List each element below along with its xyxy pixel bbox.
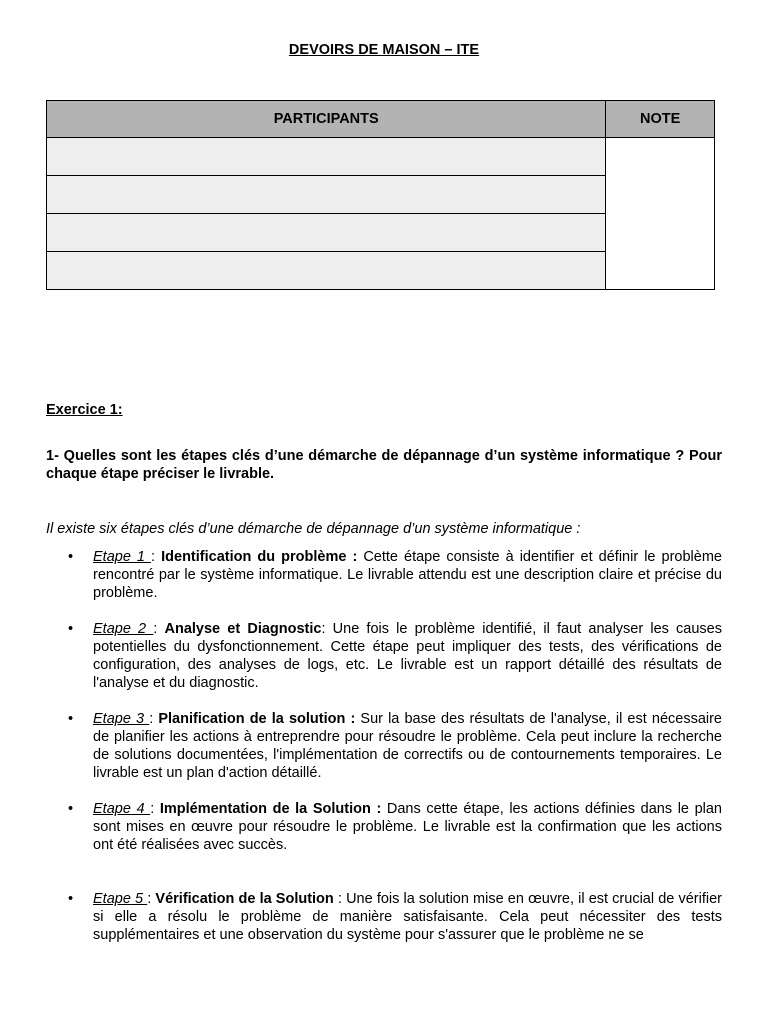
bullet-icon: •	[68, 621, 74, 637]
step-title: Planification de la solution :	[158, 711, 356, 727]
list-item	[68, 710, 722, 782]
participant-cell-4[interactable]	[47, 252, 606, 290]
exercise-heading: Exercice 1:	[46, 402, 123, 418]
table-header-row	[47, 101, 715, 138]
list-item	[68, 890, 722, 944]
step-title: Analyse et Diagnostic	[164, 621, 322, 637]
step-separator: :	[147, 891, 156, 907]
step-title: Implémentation de la Solution :	[159, 801, 382, 817]
intro-text: Il existe six étapes clés d’une démarche de dépannage d’un système informatique :	[46, 521, 581, 537]
step-text: Cette étape consiste à identifier et définir le problème rencontré par le système informatique. Le livrable attendu est une description claire et précise du problème.	[93, 549, 722, 601]
step-text: : Une fois le problème identifié, il faut analyser les causes potentielles du dysfonctionnement. Cette étape peut impliquer des tests, des vérifications de configuration, des analyses de logs, etc. Le livrable est un rapport détaillé des résultats de l'analyse et du diagnostic.	[93, 621, 722, 691]
step-separator: :	[151, 549, 162, 565]
step-title: Identification du problème :	[161, 549, 358, 565]
question-text: 1- Quelles sont les étapes clés d’une démarche de dépannage d’un système informatique ? Pour chaque étape préciser le livrable.	[46, 448, 722, 482]
step-label: Etape 3	[93, 711, 150, 727]
step-label: Etape 5	[93, 891, 148, 907]
participant-cell-3[interactable]	[47, 214, 606, 252]
bullet-icon: •	[68, 801, 74, 817]
list-item	[68, 800, 723, 854]
step-separator: :	[150, 801, 160, 817]
participants-table	[46, 100, 715, 290]
step-label: Etape 4	[93, 801, 151, 817]
step-text: Dans cette étape, les actions définies dans le plan sont mises en œuvre pour résoudre le problème. Le livrable est la confirmation que les actions ont été réalisées avec succès.	[93, 801, 723, 853]
participants-header: PARTICIPANTS	[47, 101, 606, 138]
table-row	[47, 138, 715, 176]
step-title: Vérification de la Solution	[155, 891, 334, 907]
bullet-icon: •	[68, 549, 74, 565]
step-text: Sur la base des résultats de l'analyse, il est nécessaire de planifier les actions à entreprendre pour résoudre le problème. Cela peut inclure la recherche de solutions documentées, l'implémentation de correctifs ou de contournements temporaires. Le livrable est un plan d'action détaillé.	[93, 711, 722, 781]
note-header: NOTE	[606, 101, 715, 138]
step-label: Etape 1	[93, 549, 152, 565]
participant-cell-2[interactable]	[47, 176, 606, 214]
list-item	[68, 548, 722, 602]
bullet-icon: •	[68, 711, 74, 727]
bullet-icon: •	[68, 891, 74, 907]
steps-list	[46, 548, 722, 944]
step-text: : Une fois la solution mise en œuvre, il est crucial de vérifier si elle a résolu le problème de manière satisfaisante. Cela peut nécessiter des tests supplémentaires et une observation du système pour s'assurer que le problème ne se	[93, 891, 722, 943]
step-separator: :	[149, 711, 159, 727]
step-label: Etape 2	[93, 621, 154, 637]
step-separator: :	[153, 621, 165, 637]
participant-cell-1[interactable]	[47, 138, 606, 176]
page-title: DEVOIRS DE MAISON – ITE	[288, 42, 480, 58]
note-cell[interactable]	[606, 138, 715, 290]
list-item	[68, 620, 722, 692]
